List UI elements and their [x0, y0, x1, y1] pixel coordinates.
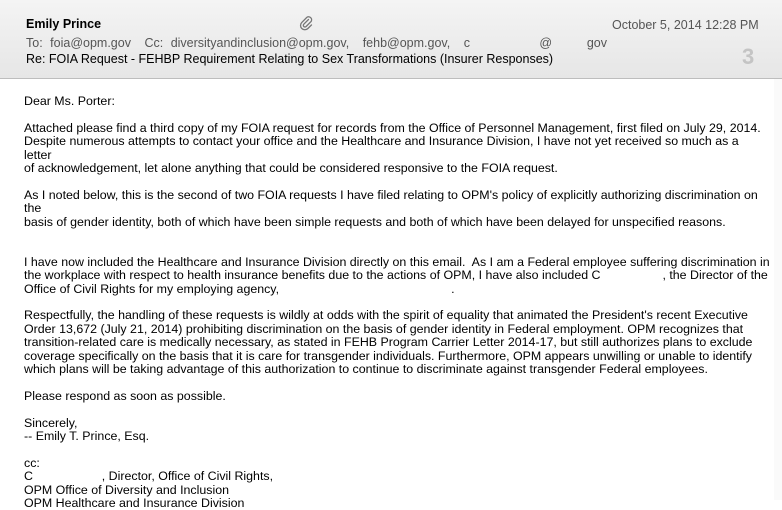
paragraph-line: of acknowledgement, let alone anything that could be considered responsive to the FOIA request.	[24, 161, 558, 176]
cc-line: OPM Office of Diversity and Inclusion	[24, 482, 229, 497]
paragraph-line: As I noted below, this is the second of two FOIA requests I have filed relating to OPM's policy of explicitly authorizing discrimination on the	[24, 187, 758, 216]
closing: Sincerely,	[24, 415, 78, 430]
paragraph-2	[24, 189, 764, 229]
paragraph-line: which plans will be taking advantage of this authorization to continue to discriminate against transgender Federal employees.	[24, 362, 708, 377]
cc-line: OPM Healthcare and Insurance Division	[24, 496, 245, 510]
paragraph-line: I have now included the Healthcare and Insurance Division directly on this email. As I am a Federal employee suffering discrimination in	[24, 254, 770, 269]
message-date: October 5, 2014 12:28 PM	[612, 18, 759, 32]
paragraph-line: coverage specifically on the basis that it is care for transgender individuals. Furthermore, OPM appears unwilling or unable to identify	[24, 348, 752, 363]
paperclip-icon[interactable]	[299, 15, 313, 31]
cc-address-diversity[interactable]: diversityandinclusion@opm.gov,	[170, 36, 350, 50]
paragraph-line: Attached please find a third copy of my FOIA request for records from the Office of Personnel Management, first filed on July 29, 2014.	[24, 120, 761, 135]
recipients-line	[26, 36, 607, 50]
message-body	[24, 94, 770, 510]
cc-label: Cc:	[144, 36, 164, 50]
sender-name[interactable]: Emily Prince	[26, 17, 102, 31]
cc-line: C , Director, Office of Civil Rights,	[24, 469, 274, 484]
paragraph-line: Order 13,672 (July 21, 2014) prohibiting discrimination on the basis of gender identity in Federal employment. OPM recognizes that	[24, 321, 744, 336]
paragraph-line: Respectfully, the handling of these requests is wildly at odds with the spirit of equality that animated the President's recent Executive	[24, 308, 748, 323]
paragraph-3	[24, 242, 770, 296]
cc-label-body: cc:	[24, 455, 40, 470]
scrollbar[interactable]	[774, 79, 782, 500]
greeting: Dear Ms. Porter:	[24, 94, 115, 108]
signature: -- Emily T. Prince, Esq.	[24, 429, 150, 444]
message-subject: Re: FOIA Request - FEHBP Requirement Relating to Sex Transformations (Insurer Responses)	[26, 52, 554, 66]
paragraph-line: Despite numerous attempts to contact your office and the Healthcare and Insurance Division, I have not yet received so much as a letter	[24, 134, 739, 162]
paragraph-4	[24, 309, 764, 376]
message-count-badge: 3	[742, 44, 755, 69]
paragraph-1	[24, 122, 764, 176]
message-header	[0, 0, 782, 79]
paragraph-line: basis of gender identity, both of which have been simple requests and both of which have been delayed for unspecified reasons.	[24, 214, 726, 229]
to-label: To:	[26, 36, 43, 50]
to-address[interactable]: foia@opm.gov	[50, 36, 131, 50]
cc-address-fehb[interactable]: fehb@opm.gov,	[362, 36, 451, 50]
cc-address-redacted[interactable]: c @ gov	[463, 36, 607, 50]
paragraph-5: Please respond as soon as possible.	[24, 388, 226, 403]
paragraph-line: Office of Civil Rights for my employing agency, .	[24, 281, 455, 296]
paragraph-line: the workplace with respect to health insurance benefits due to the actions of OPM, I have also included C , the Director of the	[24, 268, 768, 283]
paragraph-line: transition-related care is medically necessary, as stated in FEHB Program Carrier Letter 2014-17, but still authorizes plans to exclude	[24, 335, 753, 350]
